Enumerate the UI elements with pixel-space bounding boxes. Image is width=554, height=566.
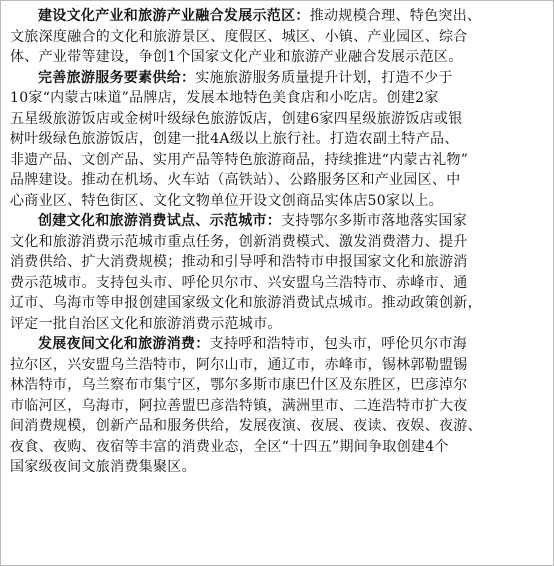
paragraph-line: 品牌建设。推动在机场、火车站（高铁站）、公路服务区和产业园区、中 [10, 172, 461, 188]
paragraph-line: 文旅深度融合的文化和旅游景区、度假区、城区、小镇、产业园区、综合 [10, 28, 468, 45]
paragraph-line: 五星级旅游饭店或金树叶级绿色旅游饭店，创建6家四星级旅游饭店或银 [10, 110, 463, 127]
paragraph-line: 文化和旅游消费示范城市重点任务，创新消费模式、激发消费潜力、提升 [10, 233, 468, 250]
paragraph-culture-tourism-integration [10, 6, 549, 68]
paragraph-line: 夜食、夜购、夜宿等丰富的消费业态，全区“十四五”期间争取创建4个 [10, 438, 449, 455]
paragraph-line: 拉尔区，兴安盟乌兰浩特市，阿尔山市，通辽市，赤峰市，锡林郭勒盟锡 [10, 356, 468, 373]
paragraph-heading: 完善旅游服务要素供给： [38, 69, 196, 86]
paragraph-first-line [10, 68, 549, 89]
paragraph-line: 评定一批自治区文化和旅游消费示范城市。 [10, 315, 282, 332]
paragraph-line: 辽市、乌海市等申报创建国家级文化和旅游消费试点城市。推动政策创新， [10, 295, 482, 311]
paragraph-text: 支持呼和浩特市，包头市，呼伦贝尔市海 [209, 336, 468, 352]
paragraph-line: 体、产业带等建设，争创1个国家文化产业和旅游产业融合发展示范区。 [10, 49, 463, 65]
paragraph-line: 费示范城市。支持包头市、呼伦贝尔市、兴安盟乌兰浩特市、赤峰市、通 [10, 274, 468, 291]
paragraph-heading: 发展夜间文化和旅游消费： [38, 336, 210, 352]
paragraph-line: 树叶级绿色旅游饭店，创建一批4A级以上旅行社。打造农副土特产品、 [10, 131, 459, 147]
paragraph-text: 实施旅游服务质量提升计划，打造不少于 [195, 69, 453, 86]
paragraph-first-line [10, 211, 549, 232]
paragraph-line: 非遗产品、文创产品、实用产品等特色旅游商品，持续推进“内蒙古礼物” [10, 151, 469, 168]
paragraph-line: 消费供给、扩大消费规模；推动和引导呼和浩特市申报国家文化和旅游消 [10, 254, 468, 270]
paragraph-line: 10家“内蒙古味道”品牌店，发展本地特色美食店和小吃店。创建2家 [10, 90, 439, 106]
paragraph-heading: 建设文化产业和旅游产业融合发展示范区： [38, 8, 310, 24]
paragraph-text: 支持鄂尔多斯市落地落实国家 [281, 213, 468, 229]
paragraph-line: 林浩特市，乌兰察布市集宁区，鄂尔多斯市康巴什区及东胜区，巴彦淖尔 [10, 377, 468, 393]
paragraph-tourism-service-supply [10, 68, 549, 212]
paragraph-night-time-consumption [10, 334, 549, 478]
paragraph-first-line [10, 6, 549, 27]
paragraph-line: 市临河区，乌海市，阿拉善盟巴彦浩特镇，满洲里市、二连浩特市扩大夜 [10, 397, 468, 414]
paragraph-first-line [10, 334, 549, 355]
paragraph-line: 间消费规模，创新产品和服务供给，发展夜演、夜展、夜读、夜娱、夜游、 [10, 418, 482, 434]
paragraph-heading: 创建文化和旅游消费试点、示范城市： [38, 213, 282, 229]
paragraph-line: 心商业区、特色街区、文化文物单位开设文创商品实体店50家以上。 [10, 192, 444, 209]
paragraph-consumption-pilot-cities [10, 211, 549, 334]
paragraph-line: 国家级夜间文旅消费集聚区。 [10, 459, 196, 475]
paragraph-text: 推动规模合理、特色突出、 [309, 8, 482, 24]
